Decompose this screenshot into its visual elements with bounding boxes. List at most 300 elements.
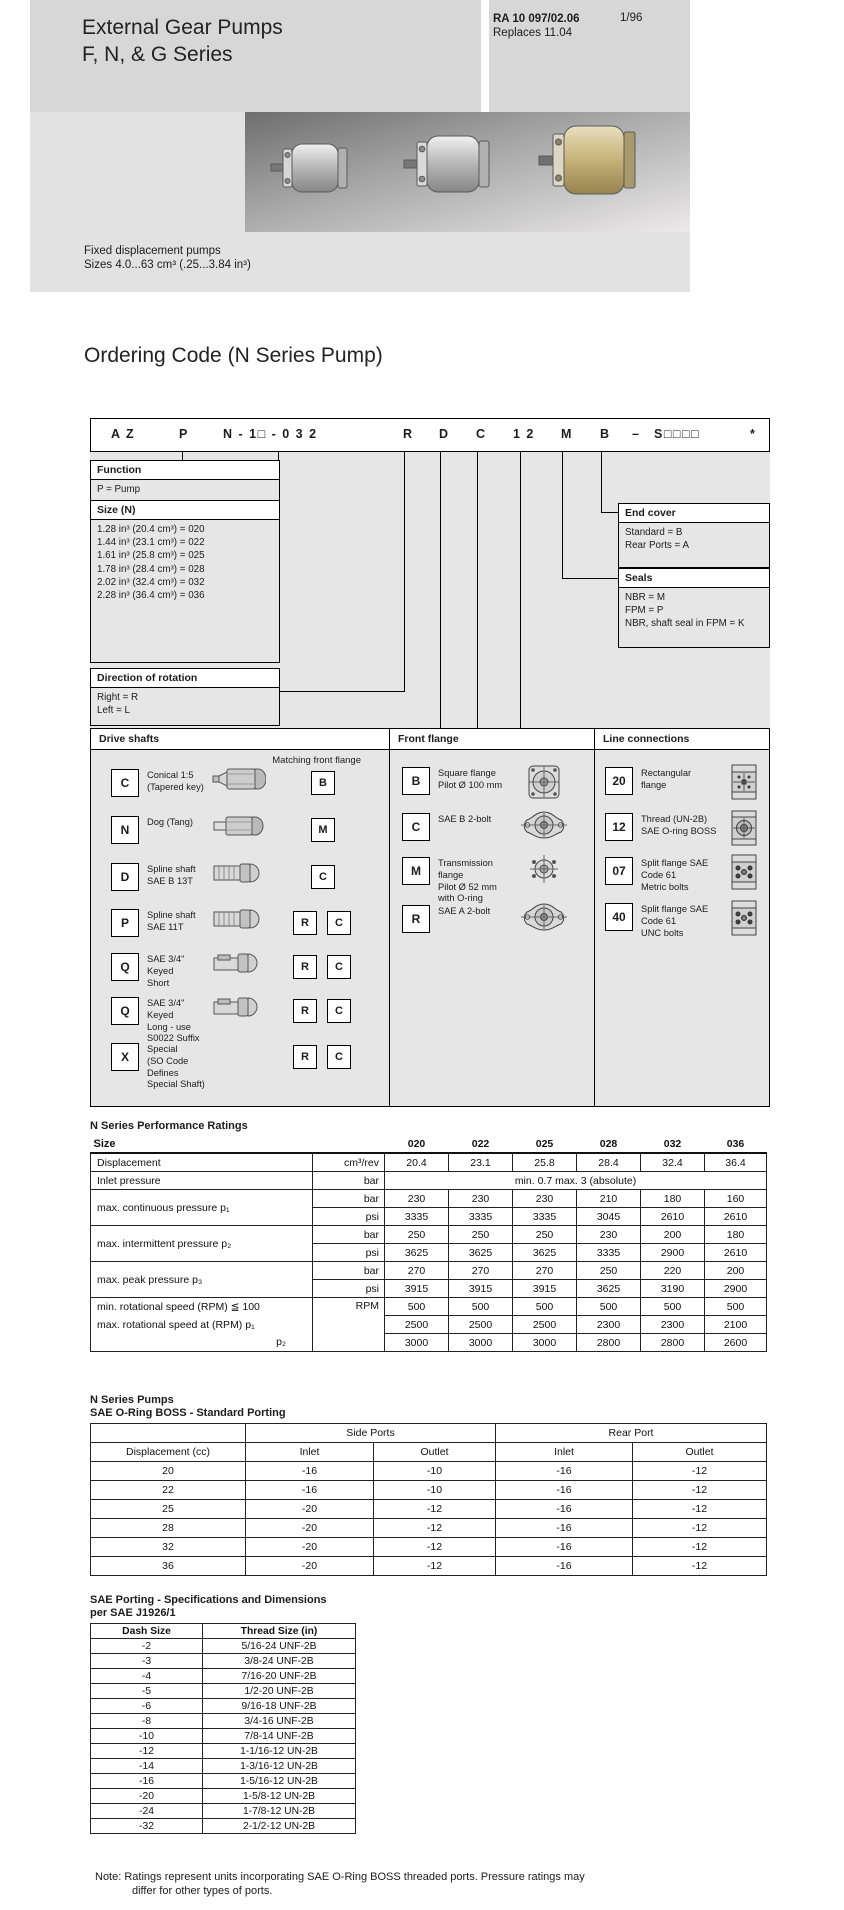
table-row xyxy=(91,1190,767,1208)
connector-line xyxy=(440,451,441,728)
value-cell: -32 xyxy=(91,1819,203,1834)
value-cell: 270 xyxy=(513,1262,577,1280)
doc-replaces: Replaces 11.04 xyxy=(493,27,573,39)
pump-photo-graphic xyxy=(245,112,690,232)
connector-line xyxy=(477,451,478,728)
value-cell: 32 xyxy=(91,1538,246,1557)
value-cell: -16 xyxy=(496,1557,633,1576)
matching-flange-box: M xyxy=(311,818,335,842)
option-row: Right = R xyxy=(97,692,139,703)
option-desc-line: with O-ring xyxy=(438,893,483,904)
value-cell: -16 xyxy=(246,1481,374,1500)
value-cell: 2500 xyxy=(449,1316,513,1334)
flange-small-icon xyxy=(518,854,570,884)
table-header-row xyxy=(91,1624,356,1639)
value-cell: -16 xyxy=(246,1462,374,1481)
option-desc-line: Split flange SAE xyxy=(641,904,709,914)
value-cell: 3335 xyxy=(577,1244,641,1262)
ordering-code-segment: D xyxy=(439,427,450,441)
value-cell: -10 xyxy=(91,1729,203,1744)
option-row: 1.28 in³ (20.4 cm³) = 020 xyxy=(97,524,205,535)
subtitle xyxy=(84,244,251,272)
option-code-box: C xyxy=(402,813,430,841)
value-cell: 230 xyxy=(385,1190,449,1208)
table-row xyxy=(91,1684,356,1699)
conn-split-icon xyxy=(727,900,761,936)
value-cell: 1-3/16-12 UN-2B xyxy=(203,1759,356,1774)
size-header-cell: Size xyxy=(91,1136,385,1153)
table-row xyxy=(91,1262,767,1280)
value-cell: -12 xyxy=(633,1462,767,1481)
value-cell: -10 xyxy=(374,1481,496,1500)
value-cell: -16 xyxy=(496,1462,633,1481)
option-desc xyxy=(147,864,211,888)
option-desc-line: (SO Code Defines xyxy=(147,1055,189,1078)
ordering-code-segment: – xyxy=(632,427,641,441)
option-desc-line: Spline shaft xyxy=(147,910,196,920)
value-cell: -24 xyxy=(91,1804,203,1819)
connector-line xyxy=(520,451,521,728)
value-cell: 7/8-14 UNF-2B xyxy=(203,1729,356,1744)
option-desc-line: UNC bolts xyxy=(641,927,684,938)
value-cell: -12 xyxy=(91,1744,203,1759)
column-header-cell: Inlet xyxy=(246,1443,374,1462)
option-desc-line: SAE A 2-bolt xyxy=(438,906,491,916)
table-row xyxy=(91,1714,356,1729)
option-row: 2.28 in³ (36.4 cm³) = 036 xyxy=(97,590,205,602)
value-cell: 250 xyxy=(577,1262,641,1280)
table-header-row xyxy=(91,1443,767,1462)
value-cell: 1-7/8-12 UN-2B xyxy=(203,1804,356,1819)
value-cell: 2610 xyxy=(641,1208,705,1226)
value-cell: 2800 xyxy=(577,1334,641,1352)
option-code-box: 07 xyxy=(605,857,633,885)
value-cell: 500 xyxy=(513,1298,577,1316)
table-row xyxy=(91,1153,767,1172)
subtitle-line1: Fixed displacement pumps xyxy=(84,245,221,257)
table-row xyxy=(91,1654,356,1669)
boss-title-line1: N Series Pumps xyxy=(90,1394,174,1406)
option-desc-line: SAE 3/4" Keyed xyxy=(147,954,185,976)
table-row xyxy=(91,1729,356,1744)
value-cell: -16 xyxy=(496,1481,633,1500)
front-flange-column xyxy=(389,729,594,1106)
matching-flange-box: R xyxy=(293,1045,317,1069)
shaft-plain-icon xyxy=(209,813,269,839)
option-row: 1.61 in³ (25.8 cm³) = 025 xyxy=(97,550,205,562)
value-cell: 2610 xyxy=(705,1244,767,1262)
sae-porting-section xyxy=(90,1594,370,1834)
value-cell: 36.4 xyxy=(705,1153,767,1172)
row-label-cell: Displacement xyxy=(91,1153,313,1172)
size-column-header: 020 xyxy=(385,1136,449,1153)
value-cell: -12 xyxy=(374,1500,496,1519)
column-title: Line connections xyxy=(595,729,769,750)
option-row: Rear Ports = A xyxy=(625,540,689,552)
boss-title-line2: SAE O-Ring BOSS - Standard Porting xyxy=(90,1407,286,1419)
unit-cell: cm³/rev xyxy=(313,1153,385,1172)
option-code-box: 40 xyxy=(605,903,633,931)
option-code-box: M xyxy=(402,857,430,885)
option-desc xyxy=(438,858,518,905)
connector-line xyxy=(562,451,563,578)
option-desc xyxy=(147,998,211,1045)
table-row xyxy=(91,1316,767,1334)
size-column-header: 032 xyxy=(641,1136,705,1153)
value-cell: -14 xyxy=(91,1759,203,1774)
value-cell: 3000 xyxy=(513,1334,577,1352)
value-cell: 3190 xyxy=(641,1280,705,1298)
value-cell: 270 xyxy=(385,1262,449,1280)
footnote-line1: Note: Ratings represent units incorporating SAE O-Ring BOSS threaded ports. Pressure ratings may xyxy=(95,1871,585,1883)
value-cell: 3625 xyxy=(385,1244,449,1262)
option-desc-line: Rectangular xyxy=(641,768,692,778)
option-box-body xyxy=(91,520,279,605)
title-line1: External Gear Pumps xyxy=(82,16,283,39)
value-cell: 2610 xyxy=(705,1208,767,1226)
table-row xyxy=(91,1774,356,1789)
column-header-cell: Thread Size (in) xyxy=(203,1624,356,1639)
option-row: Standard = B xyxy=(625,527,683,538)
value-cell: 2800 xyxy=(641,1334,705,1352)
page-title xyxy=(82,14,283,68)
option-desc xyxy=(147,954,211,989)
ordering-code-segment: S□□□□ xyxy=(654,427,701,441)
value-cell: 500 xyxy=(449,1298,513,1316)
value-cell: 28 xyxy=(91,1519,246,1538)
value-cell: 200 xyxy=(641,1226,705,1244)
ordering-code-segment: 1 2 xyxy=(513,427,535,441)
value-cell: -12 xyxy=(374,1538,496,1557)
value-cell: -16 xyxy=(496,1500,633,1519)
value-cell: -12 xyxy=(633,1557,767,1576)
doc-number-block xyxy=(493,12,580,40)
header-divider xyxy=(481,0,489,112)
unit-cell: bar xyxy=(313,1190,385,1208)
ordering-code-segment: R xyxy=(403,427,414,441)
conn-thread-icon xyxy=(727,810,761,846)
value-cell: 250 xyxy=(449,1226,513,1244)
header-band xyxy=(30,0,690,292)
value-cell: 23.1 xyxy=(449,1153,513,1172)
value-cell: 500 xyxy=(641,1298,705,1316)
option-desc xyxy=(147,770,211,794)
value-cell: 3915 xyxy=(449,1280,513,1298)
ordering-code-segment: P xyxy=(179,427,189,441)
value-cell: 180 xyxy=(641,1190,705,1208)
conn-split-icon xyxy=(727,854,761,890)
sae-title-line1: SAE Porting - Specifications and Dimensions xyxy=(90,1594,327,1606)
group-header-cell: Rear Port xyxy=(496,1424,767,1443)
option-desc-line: Pilot Ø 52 mm xyxy=(438,881,497,892)
option-row: 1.44 in³ (23.1 cm³) = 022 xyxy=(97,537,205,549)
size-column-header: 025 xyxy=(513,1136,577,1153)
value-cell: 20 xyxy=(91,1462,246,1481)
value-cell: 25.8 xyxy=(513,1153,577,1172)
option-desc xyxy=(438,906,518,918)
option-code-box: Q xyxy=(111,997,139,1025)
value-cell: 3045 xyxy=(577,1208,641,1226)
table-row xyxy=(91,1819,356,1834)
value-cell: 7/16-20 UNF-2B xyxy=(203,1669,356,1684)
option-code-box: 20 xyxy=(605,767,633,795)
options-columns xyxy=(90,728,770,1107)
option-desc-line: flange xyxy=(641,779,667,790)
value-cell: -8 xyxy=(91,1714,203,1729)
shaft-spline-icon xyxy=(209,906,269,932)
sae-title-line2: per SAE J1926/1 xyxy=(90,1607,176,1619)
ordering-code-segment: B xyxy=(600,427,611,441)
option-code-box: R xyxy=(402,905,430,933)
option-desc-line: Long - use xyxy=(147,1021,191,1032)
column-header-cell: Outlet xyxy=(374,1443,496,1462)
matching-flange-box: B xyxy=(311,771,335,795)
option-box-body xyxy=(619,588,769,634)
value-cell: 2100 xyxy=(705,1316,767,1334)
shaft-spline-icon xyxy=(209,860,269,886)
value-cell: 500 xyxy=(705,1298,767,1316)
value-cell: 3000 xyxy=(449,1334,513,1352)
column-title: Front flange xyxy=(390,729,594,750)
page-number: 1/96 xyxy=(620,12,643,24)
option-desc-line: SAE 3/4" Keyed xyxy=(147,998,185,1020)
unit-cell: bar xyxy=(313,1226,385,1244)
value-cell: 20.4 xyxy=(385,1153,449,1172)
value-cell: 9/16-18 UNF-2B xyxy=(203,1699,356,1714)
function-box xyxy=(90,460,280,501)
table-row xyxy=(91,1500,767,1519)
ordering-code-segment: N - 1□ - 0 3 2 xyxy=(223,427,318,441)
value-cell: 36 xyxy=(91,1557,246,1576)
end-cover-box xyxy=(618,503,770,568)
value-cell: 3625 xyxy=(449,1244,513,1262)
value-cell: -16 xyxy=(496,1519,633,1538)
spanning-value-cell: min. 0.7 max. 3 (absolute) xyxy=(385,1172,767,1190)
value-cell: 3335 xyxy=(385,1208,449,1226)
value-cell: -2 xyxy=(91,1639,203,1654)
option-code-box: N xyxy=(111,816,139,844)
value-cell: -12 xyxy=(374,1557,496,1576)
shaft-taper-icon xyxy=(209,766,269,792)
option-desc xyxy=(641,814,729,838)
value-cell: -10 xyxy=(374,1462,496,1481)
column-title: Drive shafts xyxy=(91,729,389,750)
option-desc-line: Square flange xyxy=(438,768,496,778)
table-row xyxy=(91,1804,356,1819)
pump-photo xyxy=(245,112,690,232)
value-cell: 200 xyxy=(705,1262,767,1280)
value-cell: -16 xyxy=(91,1774,203,1789)
option-row: NBR = M xyxy=(625,592,666,603)
table-row xyxy=(91,1298,767,1316)
shaft-key-icon xyxy=(209,994,269,1020)
table-row xyxy=(91,1639,356,1654)
column-header-cell: Displacement (cc) xyxy=(91,1443,246,1462)
option-desc-line: Code 61 xyxy=(641,915,677,926)
option-code-box: B xyxy=(402,767,430,795)
option-code-box: 12 xyxy=(605,813,633,841)
option-desc-line: Transmission flange xyxy=(438,858,493,880)
matching-flange-box: C xyxy=(327,911,351,935)
option-row: FPM = P xyxy=(625,605,664,617)
value-cell: -12 xyxy=(374,1519,496,1538)
option-row: 2.02 in³ (32.4 cm³) = 032 xyxy=(97,576,205,588)
value-cell: -12 xyxy=(633,1519,767,1538)
option-code-box: X xyxy=(111,1043,139,1071)
size-column-header: 028 xyxy=(577,1136,641,1153)
footnote-line2: differ for other types of ports. xyxy=(132,1885,273,1897)
table-row xyxy=(91,1481,767,1500)
value-cell: 230 xyxy=(513,1190,577,1208)
value-cell: -20 xyxy=(246,1500,374,1519)
option-desc-line: Thread (UN-2B) xyxy=(641,814,708,824)
option-code-box: Q xyxy=(111,953,139,981)
ordering-code-bar xyxy=(90,418,770,452)
row-label-cell: max. rotational speed at (RPM) p₁ xyxy=(91,1316,313,1334)
subtitle-line2: Sizes 4.0...63 cm³ (.25...3.84 in³) xyxy=(84,259,251,271)
connector-line xyxy=(601,451,602,512)
value-cell: 270 xyxy=(449,1262,513,1280)
matching-flange-box: C xyxy=(311,865,335,889)
performance-title: N Series Performance Ratings xyxy=(90,1120,248,1132)
value-cell: -5 xyxy=(91,1684,203,1699)
value-cell: 180 xyxy=(705,1226,767,1244)
option-box-title: Seals xyxy=(619,569,769,588)
matching-flange-box: R xyxy=(293,999,317,1023)
matching-front-flange-label: Matching front flange xyxy=(272,755,361,766)
option-desc-line: Dog (Tang) xyxy=(147,817,193,827)
option-desc-line: Conical 1:5 xyxy=(147,770,194,780)
value-cell: 2900 xyxy=(705,1280,767,1298)
option-desc xyxy=(147,910,211,934)
value-cell: 3915 xyxy=(385,1280,449,1298)
unit-cell: psi xyxy=(313,1244,385,1262)
option-desc-line: Short xyxy=(147,977,170,988)
connector-line xyxy=(280,691,405,692)
value-cell: 1/2-20 UNF-2B xyxy=(203,1684,356,1699)
option-desc xyxy=(641,858,729,893)
matching-flange-box: R xyxy=(293,955,317,979)
option-desc xyxy=(641,904,729,939)
table-row xyxy=(91,1334,767,1352)
value-cell: -16 xyxy=(496,1538,633,1557)
size-column-header: 022 xyxy=(449,1136,513,1153)
row-label-cell: max. continuous pressure p₁ xyxy=(91,1190,313,1226)
table-header-row xyxy=(91,1136,767,1153)
option-box-title: End cover xyxy=(619,504,769,523)
boss-porting-section xyxy=(90,1394,768,1576)
value-cell: 230 xyxy=(449,1190,513,1208)
option-desc-line: SAE B 2-bolt xyxy=(438,814,492,824)
column-header-cell: Outlet xyxy=(633,1443,767,1462)
value-cell: -6 xyxy=(91,1699,203,1714)
option-desc-line: SAE O-ring BOSS xyxy=(641,825,717,836)
conn-rect-icon xyxy=(727,764,761,800)
option-desc-line: Code 61 xyxy=(641,869,677,880)
ordering-code-segment: A Z xyxy=(111,427,136,441)
group-header-cell: Side Ports xyxy=(246,1424,496,1443)
table-row xyxy=(91,1744,356,1759)
option-desc-line: Split flange SAE xyxy=(641,858,709,868)
option-box-body xyxy=(619,523,769,555)
blank-cell xyxy=(91,1424,246,1443)
title-line2: F, N, & G Series xyxy=(82,43,233,66)
value-cell: 2900 xyxy=(641,1244,705,1262)
option-desc-line: (Tapered key) xyxy=(147,781,204,792)
value-cell: 250 xyxy=(513,1226,577,1244)
option-desc-line: Special Shaft) xyxy=(147,1079,205,1090)
performance-ratings-section xyxy=(90,1120,768,1352)
size-column-header: 036 xyxy=(705,1136,767,1153)
table-row xyxy=(91,1699,356,1714)
row-label-cell: max. intermittent pressure p₂ xyxy=(91,1226,313,1262)
value-cell: 1-1/16-12 UN-2B xyxy=(203,1744,356,1759)
value-cell: 28.4 xyxy=(577,1153,641,1172)
value-cell: 2300 xyxy=(641,1316,705,1334)
option-row: Left = L xyxy=(97,705,130,717)
option-desc xyxy=(438,814,518,826)
value-cell: -4 xyxy=(91,1669,203,1684)
flange-oval2-icon xyxy=(518,810,570,840)
row-label-cell: p₂ xyxy=(91,1334,313,1352)
flange-square-icon xyxy=(518,764,570,800)
ordering-code-segment: M xyxy=(561,427,573,441)
value-cell: 2500 xyxy=(385,1316,449,1334)
value-cell: 3/8-24 UNF-2B xyxy=(203,1654,356,1669)
value-cell: 3000 xyxy=(385,1334,449,1352)
value-cell: 3335 xyxy=(449,1208,513,1226)
value-cell: 3/4-16 UNF-2B xyxy=(203,1714,356,1729)
value-cell: -12 xyxy=(633,1538,767,1557)
value-cell: 500 xyxy=(385,1298,449,1316)
value-cell: 500 xyxy=(577,1298,641,1316)
table-row xyxy=(91,1226,767,1244)
doc-number: RA 10 097/02.06 xyxy=(493,13,580,25)
value-cell: 2600 xyxy=(705,1334,767,1352)
table-row xyxy=(91,1172,767,1190)
unit-cell: bar xyxy=(313,1262,385,1280)
value-cell: 3625 xyxy=(577,1280,641,1298)
ordering-code-segment: * xyxy=(750,427,757,441)
option-desc-line: Spline shaft xyxy=(147,864,196,874)
column-header-cell: Inlet xyxy=(496,1443,633,1462)
column-header-cell: Dash Size xyxy=(91,1624,203,1639)
option-box-title: Direction of rotation xyxy=(91,669,279,688)
option-box-title: Function xyxy=(91,461,279,480)
direction-of-rotation-box xyxy=(90,668,280,726)
flange-oval2-icon xyxy=(518,902,570,932)
value-cell: 32.4 xyxy=(641,1153,705,1172)
matching-flange-box: R xyxy=(293,911,317,935)
drive-shafts-column xyxy=(91,729,389,1106)
table-row xyxy=(91,1669,356,1684)
value-cell: 1-5/8-12 UN-2B xyxy=(203,1789,356,1804)
option-desc xyxy=(438,768,518,792)
performance-table xyxy=(90,1136,767,1352)
value-cell: 22 xyxy=(91,1481,246,1500)
table-row xyxy=(91,1759,356,1774)
value-cell: 5/16-24 UNF-2B xyxy=(203,1639,356,1654)
value-cell: 3915 xyxy=(513,1280,577,1298)
size-box xyxy=(90,500,280,663)
option-desc-line: SAE B 13T xyxy=(147,875,193,886)
table-row xyxy=(91,1538,767,1557)
value-cell: -12 xyxy=(633,1500,767,1519)
connector-line xyxy=(404,451,405,691)
option-desc-line: Metric bolts xyxy=(641,881,689,892)
value-cell: -20 xyxy=(246,1538,374,1557)
option-desc xyxy=(641,768,729,792)
